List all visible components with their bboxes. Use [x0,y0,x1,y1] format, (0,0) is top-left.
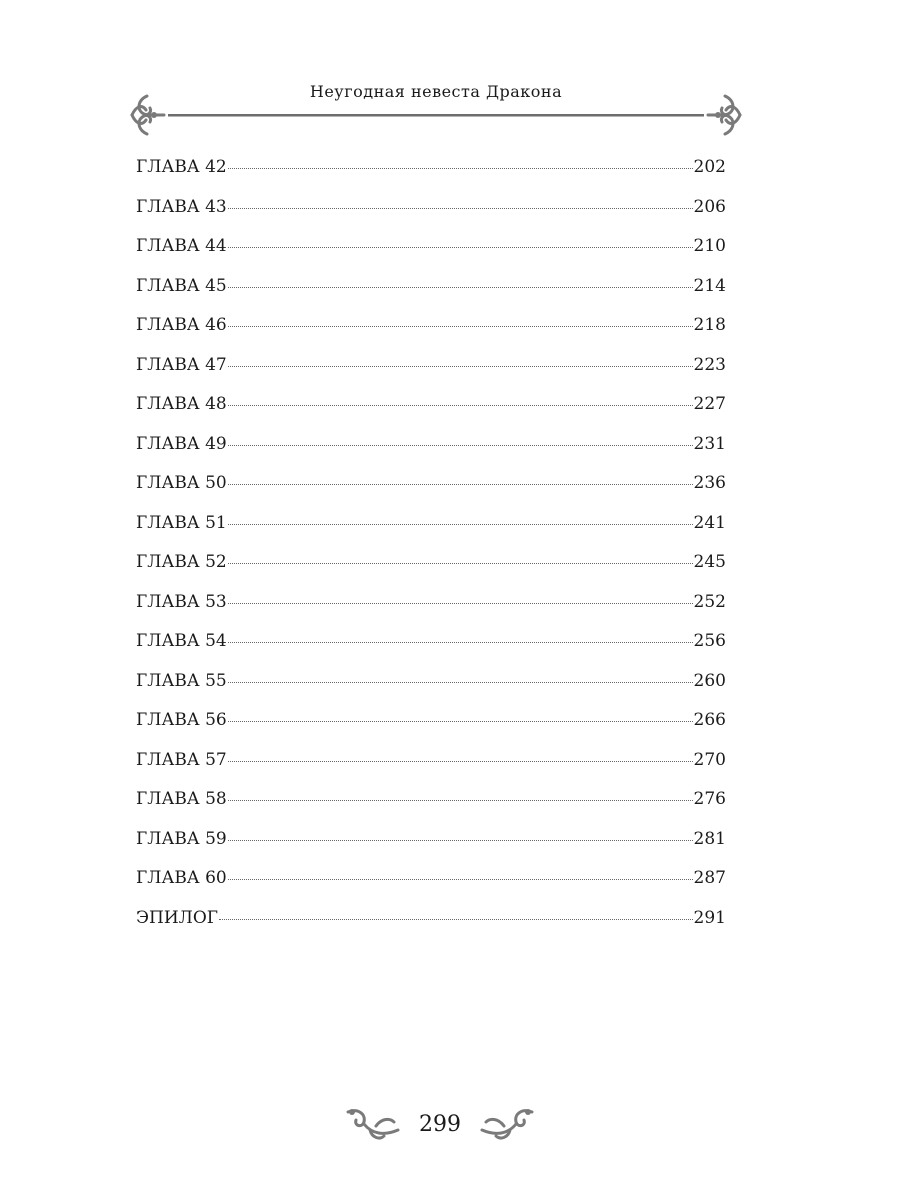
toc-entry[interactable] [136,824,726,864]
toc-entry-label: ГЛАВА 51 [136,512,227,533]
toc-entry[interactable] [136,192,726,232]
toc-entry-label: ГЛАВА 47 [136,354,227,375]
toc-dot-leader [228,603,693,604]
toc-entry[interactable] [136,903,726,943]
toc-entry[interactable] [136,784,726,824]
toc-dot-leader [228,563,693,564]
toc-entry[interactable] [136,508,726,548]
toc-entry-page: 245 [693,552,726,572]
toc-entry-page: 214 [693,275,726,296]
toc-entry-label: ГЛАВА 42 [136,157,227,177]
toc-entry-page: 276 [693,789,726,809]
toc-entry-label: ГЛАВА 45 [136,275,227,296]
running-header [128,78,744,142]
toc-dot-leader [228,445,693,446]
toc-entry-page: 270 [693,749,726,770]
toc-entry-page: 260 [693,670,726,691]
header-divider [168,114,704,117]
toc-entry-page: 206 [693,196,726,217]
toc-dot-leader [219,919,693,920]
toc-entry-label: ЭПИЛОГ [136,907,219,928]
toc-entry-label: ГЛАВА 53 [136,591,227,612]
toc-dot-leader [228,247,693,248]
toc-entry[interactable] [136,152,726,192]
toc-entry-label: ГЛАВА 50 [136,473,227,493]
toc-entry[interactable] [136,587,726,627]
toc-dot-leader [228,800,693,801]
toc-dot-leader [228,208,693,209]
toc-entry-page: 202 [693,157,726,177]
toc-entry[interactable] [136,705,726,745]
toc-entry-label: ГЛАВА 58 [136,789,227,809]
toc-entry-page: 287 [693,868,726,888]
toc-entry-label: ГЛАВА 46 [136,315,227,335]
toc-entry[interactable] [136,745,726,785]
toc-entry-label: ГЛАВА 59 [136,828,227,849]
toc-entry-page: 266 [693,710,726,730]
toc-entry-label: ГЛАВА 48 [136,394,227,414]
toc-dot-leader [228,879,693,880]
toc-entry-page: 252 [693,591,726,612]
toc-entry[interactable] [136,468,726,508]
toc-entry-label: ГЛАВА 44 [136,236,227,256]
toc-dot-leader [228,682,693,683]
toc-dot-leader [228,168,693,169]
toc-entry-label: ГЛАВА 52 [136,552,227,572]
toc-entry[interactable] [136,271,726,311]
toc-entry-page: 256 [693,631,726,651]
toc-entry-page: 291 [693,907,726,928]
toc-dot-leader [228,366,693,367]
toc-entry-page: 241 [693,512,726,533]
fleur-de-lis-ornament-icon [706,92,744,138]
toc-entry[interactable] [136,666,726,706]
toc-entry-label: ГЛАВА 55 [136,670,227,691]
toc-entry-label: ГЛАВА 54 [136,631,227,651]
page-number: 299 [419,1112,461,1137]
toc-entry-label: ГЛАВА 60 [136,868,227,888]
toc-dot-leader [228,287,693,288]
toc-entry-page: 227 [693,394,726,414]
toc-dot-leader [228,840,693,841]
toc-entry-page: 236 [693,473,726,493]
page-footer [340,1100,540,1150]
toc-entry-page: 210 [693,236,726,256]
table-of-contents [136,152,726,942]
toc-entry-label: ГЛАВА 57 [136,749,227,770]
toc-dot-leader [228,405,693,406]
toc-dot-leader [228,642,693,643]
toc-entry-label: ГЛАВА 43 [136,196,227,217]
toc-dot-leader [228,524,693,525]
toc-dot-leader [228,484,693,485]
toc-entry-page: 231 [693,433,726,454]
toc-dot-leader [228,326,693,327]
toc-dot-leader [228,721,693,722]
toc-entry[interactable] [136,429,726,469]
toc-entry-page: 218 [693,315,726,335]
book-title: Неугодная невеста Дракона [309,82,563,101]
toc-entry[interactable] [136,231,726,271]
toc-entry[interactable] [136,310,726,350]
toc-entry-page: 281 [693,828,726,849]
toc-dot-leader [228,761,693,762]
toc-entry[interactable] [136,547,726,587]
toc-entry[interactable] [136,350,726,390]
toc-entry-page: 223 [693,354,726,375]
toc-entry[interactable] [136,626,726,666]
toc-entry[interactable] [136,863,726,903]
toc-entry-label: ГЛАВА 49 [136,433,227,454]
toc-entry-label: ГЛАВА 56 [136,710,227,730]
scroll-flourish-icon [478,1104,536,1144]
toc-entry[interactable] [136,389,726,429]
